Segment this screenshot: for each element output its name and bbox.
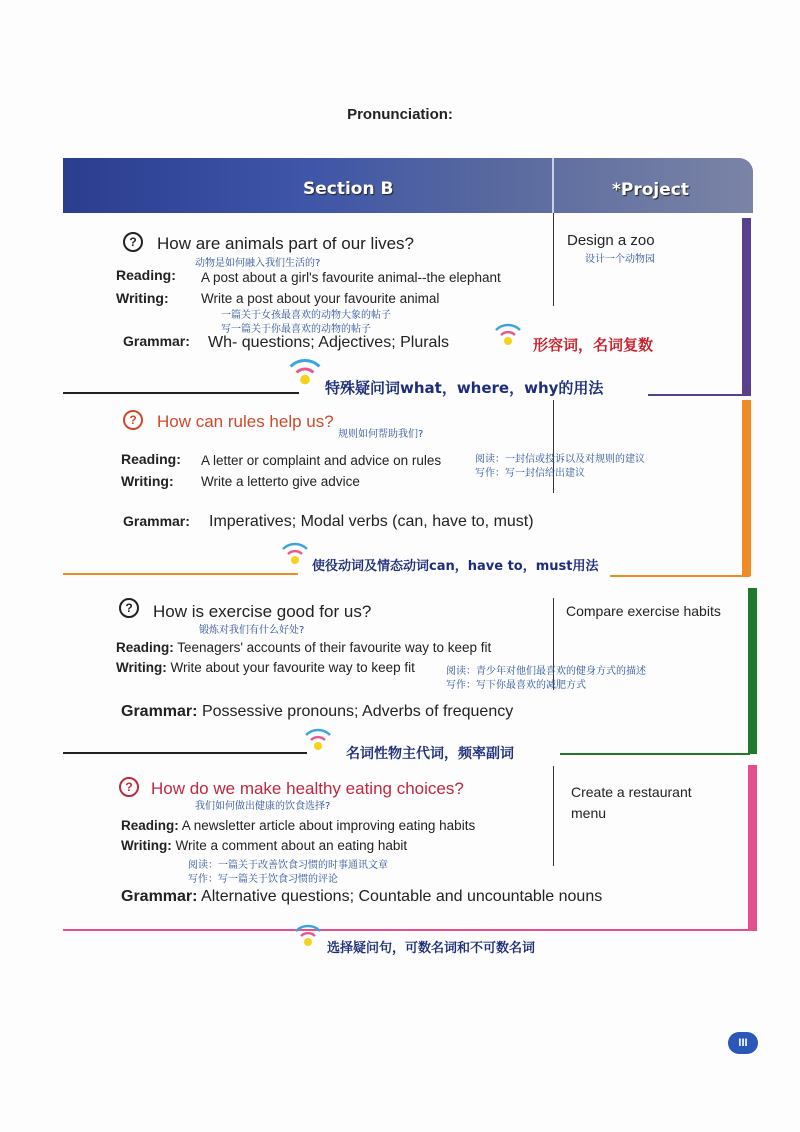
unit1-cn-note-2: 写一篇关于你最喜欢的动物的帖子 xyxy=(221,324,371,335)
unit3-project: Compare exercise habits xyxy=(566,603,721,619)
unit2-color-bar xyxy=(742,400,751,576)
unit3-grammar-label: Grammar: xyxy=(121,703,198,720)
unit3-cn-note-2: 写作：写下你最喜欢的减肥方式 xyxy=(446,680,586,691)
unit4-grammar-note: 选择疑问句，可数名词和不可数名词 xyxy=(327,941,536,956)
unit1-divider xyxy=(553,213,554,306)
signal-icon xyxy=(287,352,323,388)
unit4-reading-label: Reading: xyxy=(121,818,179,833)
unit2-cn-note-2: 写作：写一封信给出建议 xyxy=(475,468,585,479)
unit2-cn-note-1: 阅读：一封信或投诉以及对规则的建议 xyxy=(475,454,645,465)
unit1-question: How are animals part of our lives? xyxy=(157,234,415,253)
unit2-grammar-label: Grammar: xyxy=(123,513,190,529)
section-b-heading: Section B xyxy=(303,179,394,199)
unit4-grammar: Alternative questions; Countable and uncountable nouns xyxy=(201,888,603,905)
unit4-reading-line xyxy=(121,818,475,833)
unit4-writing-line xyxy=(121,838,407,853)
unit2-divider xyxy=(553,400,554,493)
unit3-grammar-note: 名词性物主代词，频率副词 xyxy=(346,746,514,762)
unit1-project-cn: 设计一个动物园 xyxy=(585,254,655,265)
unit4-question-cn: 我们如何做出健康的饮食选择? xyxy=(195,801,331,812)
unit2-grammar-note: 使役动词及情态动词can，have to，must用法 xyxy=(312,559,599,574)
unit4-project-line2: menu xyxy=(571,805,607,821)
unit3-bottom-rule xyxy=(63,752,307,754)
unit3-writing: Write about your favourite way to keep fit xyxy=(170,660,415,675)
question-icon: ? xyxy=(119,598,139,618)
unit1-color-bar xyxy=(742,218,751,396)
unit1-bottom-rule-right xyxy=(648,394,750,396)
unit4-grammar-label: Grammar: xyxy=(121,888,198,905)
unit2-writing: Write a letterto give advice xyxy=(201,474,360,489)
unit1-bottom-rule xyxy=(63,392,299,394)
unit4-grammar-line xyxy=(121,888,602,906)
unit1-reading: A post about a girl's favourite animal--the elephant xyxy=(201,270,501,285)
unit4-color-bar xyxy=(748,765,757,931)
unit1-reading-label: Reading: xyxy=(116,267,176,283)
signal-icon xyxy=(493,318,523,348)
unit4-writing: Write a comment about an eating habit xyxy=(175,838,408,853)
unit3-question-cn: 锻炼对我们有什么好处? xyxy=(199,625,305,636)
unit3-writing-label: Writing: xyxy=(116,660,167,675)
unit4-cn-note-1: 阅读：一篇关于改善饮食习惯的时事通讯文章 xyxy=(188,860,388,871)
unit4-divider xyxy=(553,766,554,866)
unit1-grammar-note: 特殊疑问词what，where，why的用法 xyxy=(325,379,604,397)
unit4-project-line1: Create a restaurant xyxy=(571,784,692,800)
unit4-reading: A newsletter article about improving eating habits xyxy=(181,818,476,833)
unit1-grammar-label: Grammar: xyxy=(123,333,190,349)
unit3-color-bar xyxy=(748,588,757,754)
question-icon: ? xyxy=(119,777,139,797)
unit1-writing: Write a post about your favourite animal xyxy=(201,291,440,306)
page-title: Pronunciation: xyxy=(347,106,453,123)
unit1-project: Design a zoo xyxy=(567,232,655,249)
question-icon: ? xyxy=(123,410,143,430)
unit4-question: How do we make healthy eating choices? xyxy=(151,779,464,798)
header-divider xyxy=(552,158,554,213)
unit3-question: How is exercise good for us? xyxy=(153,602,372,621)
unit2-question-cn: 规则如何帮助我们? xyxy=(338,429,424,440)
page-number: III xyxy=(728,1032,758,1054)
signal-icon xyxy=(303,723,333,753)
unit2-bottom-rule xyxy=(63,573,298,575)
unit4-cn-note-2: 写作：写一篇关于饮食习惯的评论 xyxy=(188,874,338,885)
signal-icon xyxy=(293,919,323,949)
unit2-question: How can rules help us? xyxy=(157,412,334,431)
question-icon: ? xyxy=(123,232,143,252)
unit2-bottom-rule-right xyxy=(610,575,750,577)
signal-icon xyxy=(280,537,310,567)
unit3-grammar-line xyxy=(121,703,513,721)
unit4-bottom-rule xyxy=(63,929,753,931)
unit1-grammar: Wh- questions; Adjectives; Plurals xyxy=(208,334,449,351)
unit1-question-cn: 动物是如何融入我们生活的? xyxy=(195,258,321,269)
unit2-writing-label: Writing: xyxy=(121,473,174,489)
project-heading: *Project xyxy=(612,180,689,200)
unit1-cn-note-1: 一篇关于女孩最喜欢的动物大象的帖子 xyxy=(221,310,391,321)
unit2-reading-label: Reading: xyxy=(121,451,181,467)
unit3-reading-line xyxy=(116,640,491,655)
unit3-writing-line xyxy=(116,660,415,675)
unit4-writing-label: Writing: xyxy=(121,838,172,853)
unit1-grammar-note-2: 形容词，名词复数 xyxy=(533,336,654,354)
unit1-writing-label: Writing: xyxy=(116,290,169,306)
unit2-reading: A letter or complaint and advice on rules xyxy=(201,453,442,468)
unit3-bottom-rule-right xyxy=(560,753,750,755)
unit3-reading: Teenagers' accounts of their favourite way to keep fit xyxy=(177,640,492,655)
unit2-grammar: Imperatives; Modal verbs (can, have to, must) xyxy=(209,513,534,530)
unit3-reading-label: Reading: xyxy=(116,640,174,655)
unit3-cn-note-1: 阅读：青少年对他们最喜欢的健身方式的描述 xyxy=(446,666,646,677)
unit3-grammar: Possessive pronouns; Adverbs of frequency xyxy=(201,703,514,720)
